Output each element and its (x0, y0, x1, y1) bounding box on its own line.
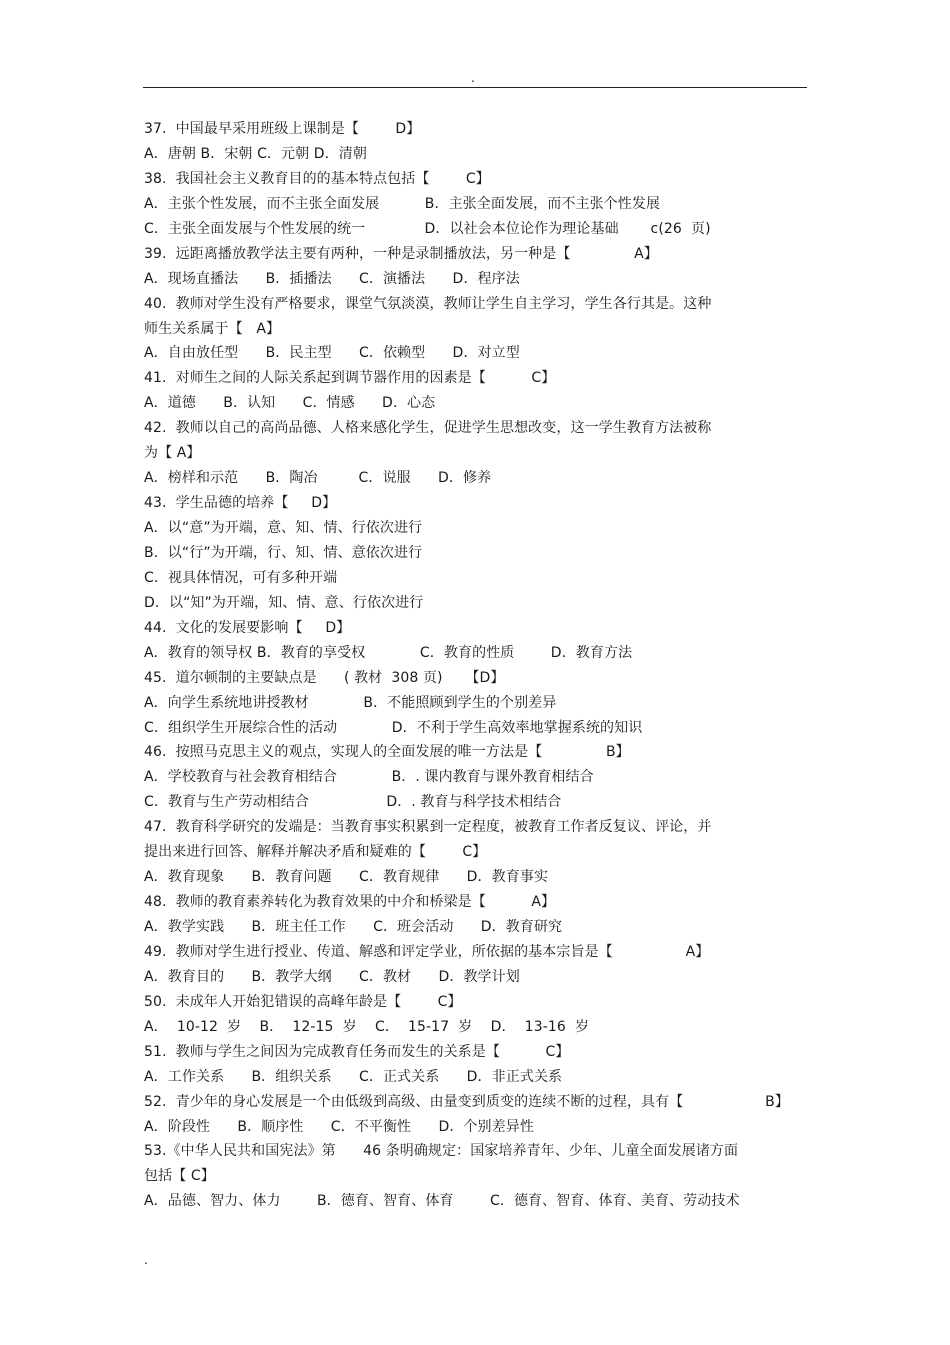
text-line: C．教育与生产劳动相结合 D．. 教育与科学技术相结合 (144, 794, 562, 811)
text-line: B．以“行”为开端，行、知、情、意依次进行 (144, 544, 423, 561)
question-list (144, 117, 804, 1214)
text-line: 53.《中华人民共和国宪法》第 46 条明确规定：国家培养青年、少年、儿童全面发展诸方面 (144, 1143, 739, 1160)
text-line: 51. 教师与学生之间因为完成教育任务而发生的关系是【 C】 (144, 1043, 570, 1060)
text-line: A．教学实践 B．班主任工作 C．班会活动 D．教育研究 (144, 919, 563, 935)
text-line: 40. 教师对学生没有严格要求，课堂气氛淡漠，教师让学生自主学习，学生各行其是。这种 (144, 295, 712, 312)
text-line: 48. 教师的教育素养转化为教育效果的中介和桥梁是【 A】 (144, 894, 556, 911)
text-line: 44. 文化的发展要影响【 D】 (144, 619, 351, 636)
text-line: D．以“知”为开端，知、情、意、行依次进行 (144, 594, 424, 611)
text-line: A．教育目的 B．教学大纲 C．教材 D．教学计划 (144, 968, 520, 985)
text-line: 38. 我国社会主义教育目的的基本特点包括【 C】 (144, 170, 490, 187)
text-line: 提出来进行回答、解释并解决矛盾和疑难的【 C】 (144, 844, 487, 861)
text-line: A．榜样和示范 B．陶冶 C．说服 D．修养 (144, 470, 492, 487)
text-line: A．自由放任型 B．民主型 C．依赖型 D．对立型 (144, 345, 520, 362)
footer-marker: . (144, 1253, 148, 1267)
text-line: 52. 青少年的身心发展是一个由低级到高级、由量变到质变的连续不断的过程，具有【 B】 (144, 1093, 789, 1110)
text-line: A．教育现象 B．教育问题 C．教育规律 D．教育事实 (144, 869, 549, 886)
text-line: C．组织学生开展综合性的活动 D．不利于学生高效率地掌握系统的知识 (144, 719, 643, 736)
header-rule (143, 87, 807, 88)
text-line: A．现场直播法 B．插播法 C．演播法 D．程序法 (144, 270, 520, 287)
text-line: A．阶段性 B．顺序性 C．不平衡性 D．个别差异性 (144, 1118, 534, 1135)
text-line: A．主张个性发展，而不主张全面发展 B．主张全面发展，而不主张个性发展 (144, 195, 661, 212)
text-line: 43. 学生品德的培养【 D】 (144, 495, 337, 512)
text-line: 包括【 C】 (144, 1168, 215, 1185)
text-line: C．主张全面发展与个性发展的统一 D．以社会本位论作为理论基础 c(26 页) (144, 220, 711, 237)
text-line: 46. 按照马克思主义的观点，实现人的全面发展的唯一方法是【 B】 (144, 744, 630, 761)
text-line: A． 10-12 岁 B． 12-15 岁 C． 15-17 岁 D． 13-16 岁 (144, 1018, 590, 1035)
text-line: A．唐朝 B．宋朝 C．元朝 D．清朝 (144, 145, 367, 162)
text-line: A．道德 B．认知 C．情感 D．心态 (144, 395, 436, 412)
text-line: C．视具体情况，可有多种开端 (144, 569, 338, 586)
text-line: 为【 A】 (144, 445, 201, 462)
text-line: 49. 教师对学生进行授业、传道、解惑和评定学业，所依据的基本宗旨是【 A】 (144, 943, 710, 960)
text-line: A．向学生系统地讲授教材 B．不能照顾到学生的个别差异 (144, 694, 557, 711)
text-line: 47. 教育科学研究的发端是：当教育事实积累到一定程度，被教育工作者反复议、评论，并 (144, 819, 712, 836)
header-marker: . (471, 71, 475, 85)
text-line: 42. 教师以自己的高尚品德、人格来感化学生，促进学生思想改变，这一学生教育方法被称 (144, 420, 712, 437)
text-line: 41. 对师生之间的人际关系起到调节器作用的因素是【 C】 (144, 370, 556, 387)
text-line: 37. 中国最早采用班级上课制是【 D】 (144, 121, 421, 137)
text-line: A．学校教育与社会教育相结合 B．. 课内教育与课外教育相结合 (144, 769, 594, 786)
text-line: A．工作关系 B．组织关系 C．正式关系 D．非正式关系 (144, 1068, 563, 1085)
text-line: 50. 未成年人开始犯错误的高峰年龄是【 C】 (144, 993, 462, 1010)
text-line: 39. 远距离播放教学法主要有两种，一种是录制播放法，另一种是【 A】 (144, 245, 658, 262)
text-line: A．以“意”为开端，意、知、情、行依次进行 (144, 520, 423, 536)
text-line: 45. 道尔顿制的主要缺点是 ( 教材 308 页) 【D】 (144, 669, 505, 686)
text-line: A．品德、智力、体力 B．德育、智育、体育 C．德育、智育、体育、美育、劳动技术 (144, 1193, 740, 1210)
text-line: A．教育的领导权 B．教育的享受权 C．教育的性质 D．教育方法 (144, 644, 633, 661)
text-line: 师生关系属于【 A】 (144, 320, 281, 337)
